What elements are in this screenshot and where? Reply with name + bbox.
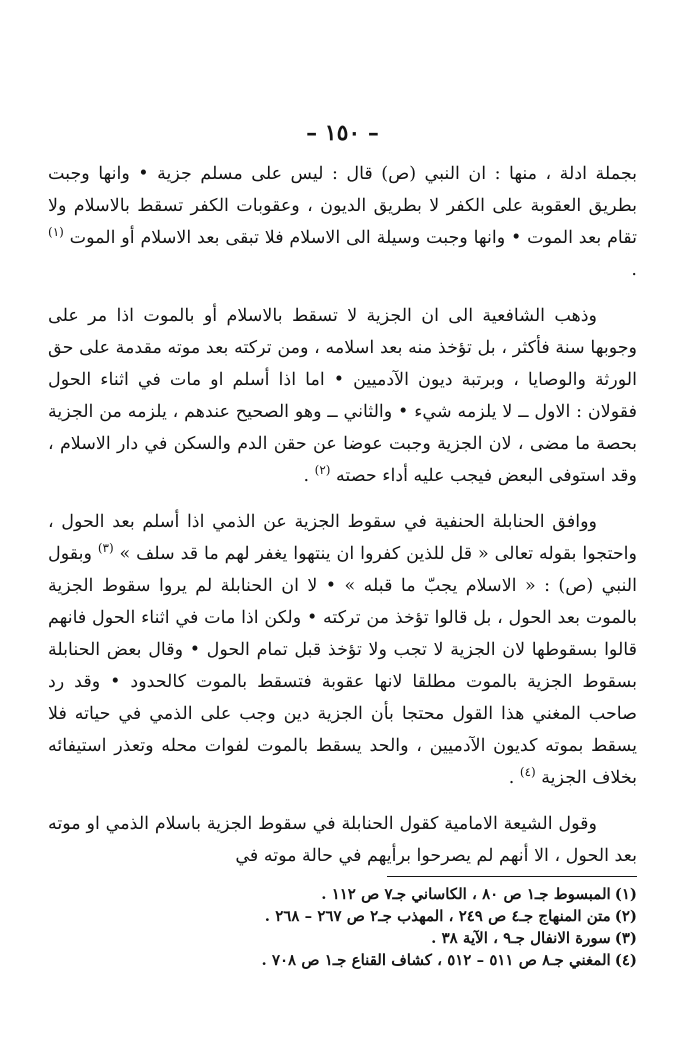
footnotes-list: [48, 883, 637, 971]
page-number: – ١٥٠ –: [306, 120, 379, 146]
footnote-text: المغني جـ٨ ص ٥١١ – ٥١٢ ، كشاف القناع جـ١ ص ٧٠٨ .: [261, 951, 611, 969]
footnote-separator: [387, 876, 637, 877]
footnote-4: [48, 949, 637, 971]
footnote-number: (١): [614, 885, 637, 903]
footnote-marker: (٣): [97, 541, 114, 556]
paragraph-text: ووافق الحنابلة الحنفية في سقوط الجزية عن الذمي اذا أسلم بعد الحول ، واحتجوا بقوله تعالى « قل للذين كفروا ان ينتهوا يغفر لهم ما قد سلف »: [48, 512, 637, 564]
paragraph-end: .: [631, 260, 637, 280]
paragraph-3: [48, 506, 637, 794]
paragraph-1: [48, 158, 637, 286]
paragraph-text: بجملة ادلة ، منها : ان النبي (ص) قال : ليس على مسلم جزية • وانها وجبت بطريق العقوبة على الكفر لا بطريق الديون ، وعقوبات الكفر تسقط بالاسلام ولا تقام بعد الموت • وانها وجبت وسيلة الى الاسلام فلا تبقى بعد الاسلام أو الموت: [48, 164, 637, 248]
footnote-text: متن المنهاج جـ٤ ص ٢٤٩ ، المهذب جـ٢ ص ٢٦٧ – ٢٦٨ .: [264, 907, 611, 925]
footnote-marker: (٤): [519, 765, 536, 780]
footnote-3: [48, 927, 637, 949]
footnote-1: [48, 883, 637, 905]
paragraph-text: وذهب الشافعية الى ان الجزية لا تسقط بالاسلام أو بالموت اذا مر على وجوبها سنة فأكثر ، بل تؤخذ منه بعد اسلامه ، ومن تركته بعد موته مقدمة على حق الورثة والوصايا ، وبرتبة ديون الآدميين • اما اذا أسلم او مات في اثناء الحول فقولان : الاول ــ لا يلزمه شيء • والثاني ــ وهو الصحيح عندهم ، يلزمه من الجزية بحصة ما مضى ، لان الجزية وجبت عوضا عن حقن الدم والسكن في دار الاسلام ، وقد استوفى البعض فيجب عليه أداء حصته: [48, 306, 637, 486]
footnote-text: المبسوط جـ١ ص ٨٠ ، الكاساني جـ٧ ص ١١٢ .: [321, 885, 611, 903]
paragraph-2: [48, 300, 637, 492]
footnote-marker: (١): [48, 225, 64, 240]
footnote-text: سورة الانفال جـ٩ ، الآية ٣٨ .: [431, 929, 611, 947]
paragraph-end: .: [303, 466, 315, 486]
footnote-number: (٤): [614, 951, 637, 969]
footnote-number: (٢): [614, 907, 637, 925]
paragraph-text-continued: وبقول النبي (ص) : « الاسلام يجبّ ما قبله » • لا ان الحنابلة لم يروا سقوط الجزية بالموت بعد الحول ، بل قالوا تؤخذ من تركته • ولكن اذا مات في اثناء الحول فانهم قالوا بسقوطها لان الجزية لا تجب ولا تؤخذ قبل تمام الحول • وقال بعض الحنابلة بسقوط الجزية بالموت مطلقا لانها عقوبة فتسقط بالموت كالحدود • وقد رد صاحب المغني هذا القول محتجا بأن الجزية دين وجب على الذمي في حياته فلا يسقط بموته كديون الآدميين ، والحد يسقط بالموت لفوات محله وتعذر استيفائه بخلاف الجزية: [48, 544, 637, 788]
footnote-marker: (٢): [314, 463, 331, 478]
paragraph-4: [48, 808, 637, 872]
paragraph-end: .: [508, 768, 520, 788]
paragraph-text: وقول الشيعة الامامية كقول الحنابلة في سقوط الجزية باسلام الذمي او موته بعد الحول ، الا أنهم لم يصرحوا برأيهم في حالة موته في: [48, 814, 637, 866]
footnote-number: (٣): [614, 929, 637, 947]
footnote-2: [48, 905, 637, 927]
